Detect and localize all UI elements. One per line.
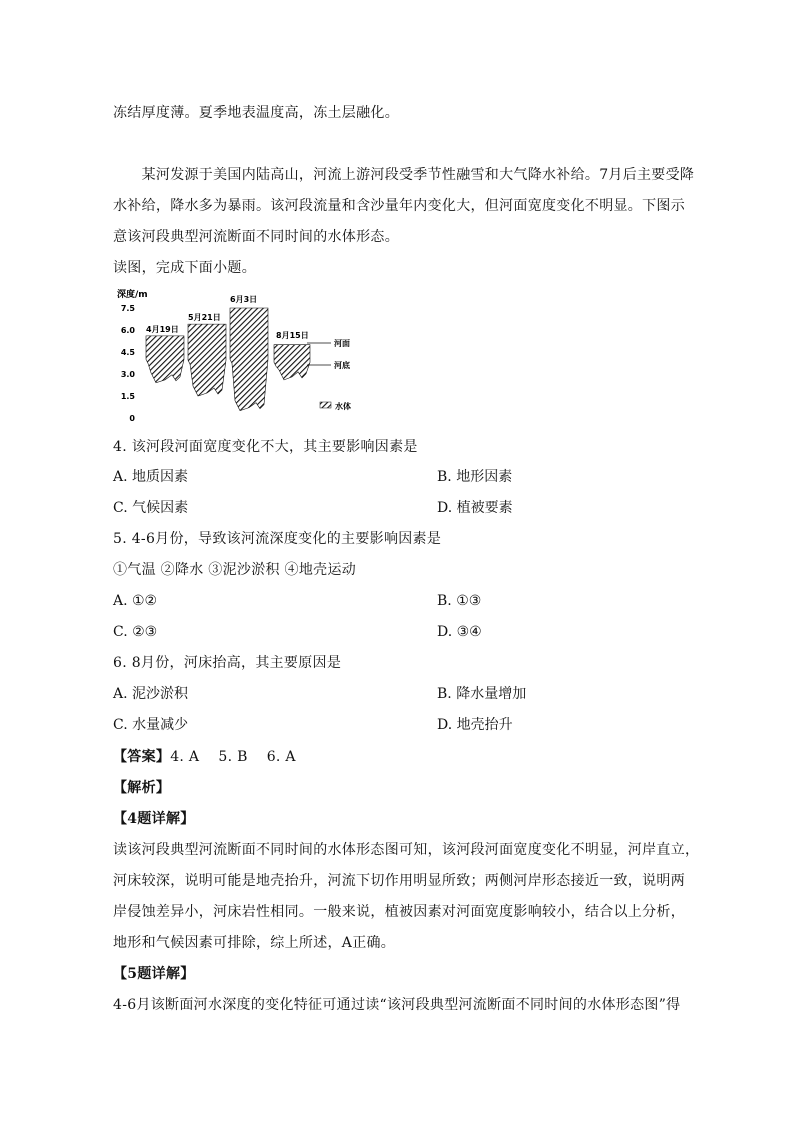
intro-line-1: 某河发源于美国内陆高山，河流上游河段受季节性融雪和大气降水补给。7月后主要受降 xyxy=(113,167,695,183)
q4-detail-line-4: 地形和气候因素可排除，综上所述，A正确。 xyxy=(113,935,396,951)
q4-option-c[interactable]: C. 气候因素 xyxy=(113,500,189,516)
y-tick-label: 0 xyxy=(129,414,135,423)
q4-detail-line-3: 岸侵蚀差异小，河床岩性相同。一般来说，植被因素对河面宽度影响较小，结合以上分析， xyxy=(113,904,685,920)
date-label-jun3: 6月3日 xyxy=(230,295,258,304)
intro-line-3: 意该河段典型河流断面不同时间的水体形态。 xyxy=(113,229,399,245)
date-label-may21: 5月21日 xyxy=(188,313,221,322)
q5-option-b[interactable]: B. ①③ xyxy=(437,593,482,609)
q4-detail-line-1: 读该河段典型河流断面不同时间的水体形态图可知，该河段河面宽度变化不明显，河岸直立， xyxy=(113,842,700,858)
river-cross-section-figure xyxy=(113,288,403,428)
legend-label: 水体 xyxy=(335,402,351,411)
q4-option-a[interactable]: A. 地质因素 xyxy=(113,469,189,485)
q5-option-c[interactable]: C. ②③ xyxy=(113,624,158,640)
y-tick-label: 7.5 xyxy=(120,304,135,313)
intro-line-4: 读图，完成下面小题。 xyxy=(113,260,256,276)
q6-option-b[interactable]: B. 降水量增加 xyxy=(437,686,527,702)
intro-line-2: 水补给，降水多为暴雨。该河段流量和含沙量年内变化大，但河面宽度变化不明显。下图示 xyxy=(113,198,685,214)
water-body-3 xyxy=(274,345,310,380)
q5-option-a[interactable]: A. ①② xyxy=(113,593,158,609)
q5-stem: 5. 4-6月份，导致该河流深度变化的主要影响因素是 xyxy=(113,531,442,547)
y-axis-label: 深度/m xyxy=(117,290,148,300)
y-tick-label: 1.5 xyxy=(120,392,135,401)
y-tick-label: 6.0 xyxy=(120,326,135,335)
q4-option-d[interactable]: D. 植被要素 xyxy=(437,500,513,516)
q4-stem: 4. 该河段河面宽度变化不大，其主要影响因素是 xyxy=(113,439,418,455)
q5-detail-heading: 【5题详解】 xyxy=(113,966,195,982)
legend-swatch xyxy=(320,402,331,408)
label-river-bed: 河底 xyxy=(334,361,350,370)
q6-option-d[interactable]: D. 地壳抬升 xyxy=(437,717,513,733)
q4-option-b[interactable]: B. 地形因素 xyxy=(437,469,513,485)
q4-detail-line-2: 河床较深，说明可能是地壳抬升，河流下切作用明显所致；两侧河岸形态接近一致，说明两 xyxy=(113,873,685,889)
water-body-0 xyxy=(146,336,184,383)
q6-option-a[interactable]: A. 泥沙淤积 xyxy=(113,686,189,702)
date-label-aug15: 8月15日 xyxy=(276,331,309,340)
date-label-apr19: 4月19日 xyxy=(146,325,179,334)
y-tick-labels xyxy=(121,304,136,423)
y-tick-label: 4.5 xyxy=(120,348,135,357)
answer-text: 4. A 5. B 6. A xyxy=(170,749,296,765)
y-tick-label: 3.0 xyxy=(120,370,135,379)
label-river-surface: 河面 xyxy=(334,339,350,348)
q5-option-d[interactable]: D. ③④ xyxy=(437,624,482,640)
q6-stem: 6. 8月份，河床抬高，其主要原因是 xyxy=(113,655,342,671)
water-body-1 xyxy=(188,324,226,396)
q5-items: ①气温 ②降水 ③泥沙淤积 ④地壳运动 xyxy=(113,562,357,578)
water-bodies xyxy=(146,308,310,411)
q5-detail-line-1: 4-6月该断面河水深度的变化特征可通过读“该河段典型河流断面不同时间的水体形态图”得 xyxy=(113,997,681,1013)
q4-detail-heading: 【4题详解】 xyxy=(113,811,195,827)
water-body-2 xyxy=(230,308,268,411)
q6-option-c[interactable]: C. 水量减少 xyxy=(113,717,189,733)
answer-line xyxy=(113,747,296,767)
answer-tag: 【答案】 xyxy=(113,749,171,765)
analysis-heading: 【解析】 xyxy=(113,780,171,796)
continued-text: 冻结厚度薄。夏季地表温度高，冻土层融化。 xyxy=(113,105,399,121)
